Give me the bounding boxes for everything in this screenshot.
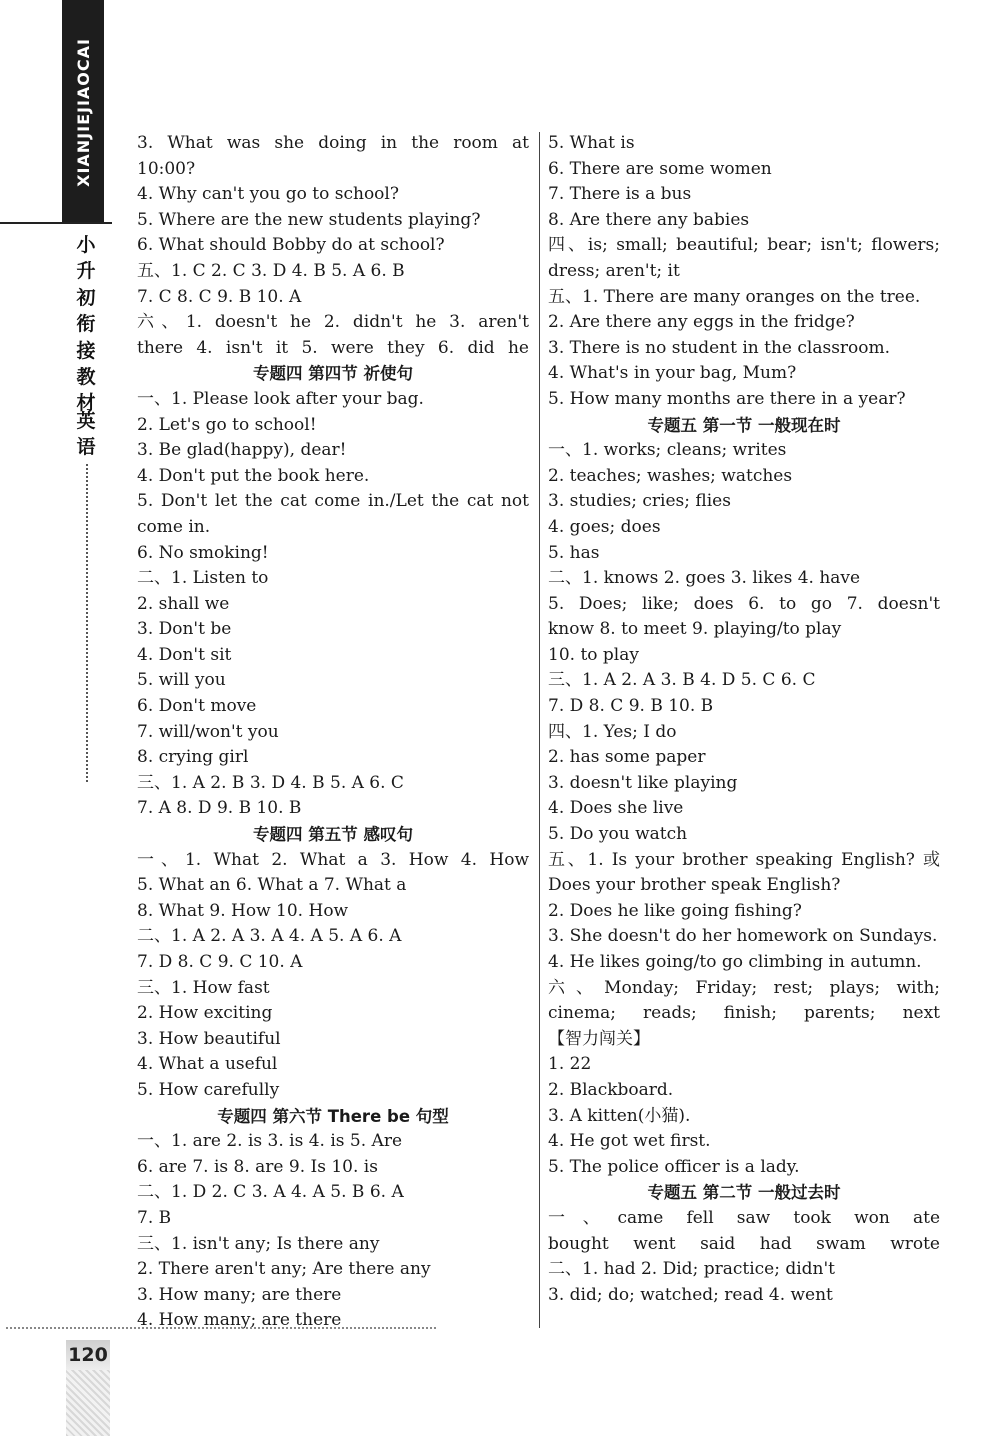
answer-line: know 8. to meet 9. playing/to play: [548, 619, 842, 640]
answer-column-left: [137, 131, 529, 1334]
answer-line: 2. How exciting: [137, 1003, 273, 1024]
answer-line: 5. Do you watch: [548, 824, 688, 845]
section-heading: 专题四 第六节 There be 句型: [217, 1106, 449, 1126]
answer-line: 3. How many; are there: [137, 1284, 342, 1305]
side-dotted-line: [86, 464, 88, 782]
answer-line: 二、1. D 2. C 3. A 4. A 5. B 6. A: [137, 1182, 404, 1203]
answer-line: 4. Why can't you go to school?: [137, 184, 399, 205]
subject-char: 英: [76, 410, 96, 432]
answer-line: 7. C 8. C 9. B 10. A: [137, 286, 302, 307]
answer-line: 一、1. Please look after your bag.: [137, 388, 424, 409]
side-rule: [0, 222, 112, 224]
answer-line: 3. Don't be: [137, 619, 232, 640]
answer-line: 3. What was she doing in the room at: [137, 133, 529, 153]
answer-line: 3. A kitten(小猫).: [548, 1105, 691, 1126]
answer-line: 一、1. works; cleans; writes: [548, 440, 787, 461]
section-heading: 专题四 第四节 祈使句: [253, 364, 413, 384]
answer-line: there 4. isn't it 5. were they 6. did he: [137, 337, 529, 358]
answer-line: 4. He likes going/to go climbing in autumn.: [548, 952, 922, 972]
answer-line: 3. did; do; watched; read 4. went: [548, 1284, 833, 1305]
series-title-char: 接: [76, 339, 96, 362]
answer-line: 4. He got wet first.: [548, 1131, 711, 1152]
subject-label: [72, 408, 100, 460]
answer-line: 3. studies; cries; flies: [548, 491, 731, 512]
answer-line: 三、1. A 2. B 3. D 4. B 5. A 6. C: [137, 772, 404, 793]
answer-line: 1. 22: [548, 1054, 592, 1075]
section-heading: 专题四 第五节 感叹句: [253, 825, 413, 845]
answer-line: cinema; reads; finish; parents; next: [548, 1003, 940, 1024]
answer-line: 2. shall we: [137, 593, 230, 614]
answer-line: 6. No smoking!: [137, 542, 269, 563]
answer-line: 5. How many months are there in a year?: [548, 388, 906, 409]
answer-line: 5. Where are the new students playing?: [137, 209, 481, 230]
answer-line: 五、1. Is your brother speaking English? 或: [548, 849, 940, 870]
answer-line: 3. doesn't like playing: [548, 772, 738, 793]
series-title: [72, 232, 100, 417]
answer-line: 8. crying girl: [137, 747, 249, 768]
answer-line: 6. What should Bobby do at school?: [137, 235, 445, 256]
answer-line: 10:00?: [137, 158, 196, 179]
answer-line: 六、1. doesn't he 2. didn't he 3. aren't: [137, 312, 529, 333]
answer-line: 3. How beautiful: [137, 1028, 281, 1049]
series-title-char: 升: [76, 260, 96, 283]
answer-line: 4. How many; are there: [137, 1310, 342, 1331]
footer-dotted-line: [6, 1327, 436, 1329]
answer-line: 7. D 8. C 9. B 10. B: [548, 696, 714, 717]
answer-line: 4. What a useful: [137, 1054, 278, 1075]
answer-line: 5. Don't let the cat come in./Let the cat not: [137, 491, 529, 512]
answer-line: 三、1. A 2. A 3. B 4. D 5. C 6. C: [548, 670, 816, 691]
answer-line: 7. B: [137, 1207, 172, 1228]
answer-line: 2. has some paper: [548, 747, 706, 768]
answer-line: 7. D 8. C 9. C 10. A: [137, 952, 303, 972]
answer-line: 7. will/won't you: [137, 721, 279, 742]
answer-line: 10. to play: [548, 644, 639, 665]
answer-line: 3. There is no student in the classroom.: [548, 337, 891, 358]
answer-line: 四、1. Yes; I do: [548, 721, 677, 742]
section-heading: 专题五 第一节 一般现在时: [647, 415, 841, 435]
series-title-char: 初: [76, 286, 96, 309]
answer-line: 二、1. A 2. A 3. A 4. A 5. A 6. A: [137, 926, 402, 947]
answer-line: 五、1. There are many oranges on the tree.: [548, 286, 921, 307]
answer-line: 一、1. What 2. What a 3. How 4. How: [137, 849, 529, 870]
answer-line: 4. Don't put the book here.: [137, 465, 370, 486]
answer-line: 7. A 8. D 9. B 10. B: [137, 798, 302, 819]
answer-line: 4. What's in your bag, Mum?: [548, 363, 797, 384]
answer-line: 4. Does she live: [548, 798, 684, 819]
answer-line: 2. Are there any eggs in the fridge?: [548, 312, 855, 333]
answer-line: 五、1. C 2. C 3. D 4. B 5. A 6. B: [137, 260, 405, 281]
answer-line: 二、1. knows 2. goes 3. likes 4. have: [548, 568, 861, 589]
answer-line: 6. There are some women: [548, 158, 772, 179]
answer-line: 一、1. are 2. is 3. is 4. is 5. Are: [137, 1131, 403, 1152]
answer-line: 2. Let's go to school!: [137, 414, 317, 435]
answer-line: come in.: [137, 516, 211, 537]
answer-line: 2. Does he like going fishing?: [548, 900, 802, 921]
answer-line: 5. The police officer is a lady.: [548, 1156, 800, 1177]
series-title-char: 衔: [76, 313, 96, 336]
series-title-char: 教: [76, 366, 96, 389]
answer-line: 3. She doesn't do her homework on Sundays.: [548, 926, 938, 947]
section-heading: 专题五 第二节 一般过去时: [647, 1183, 841, 1203]
answer-line: 7. There is a bus: [548, 184, 692, 205]
answer-line: 8. Are there any babies: [548, 209, 750, 230]
answer-line: 8. What 9. How 10. How: [137, 900, 349, 921]
answer-line: 6. are 7. is 8. are 9. Is 10. is: [137, 1156, 378, 1177]
answer-column-right: [548, 131, 940, 1308]
answer-line: 5. Does; like; does 6. to go 7. doesn't: [548, 593, 940, 614]
series-title-char: 小: [76, 234, 96, 256]
answer-line: dress; aren't; it: [548, 260, 680, 281]
answer-line: 4. Don't sit: [137, 644, 232, 665]
answer-line: 5. has: [548, 542, 600, 563]
answer-line: 【智力闯关】: [548, 1028, 650, 1049]
answer-line: Does your brother speak English?: [548, 875, 841, 896]
answer-line: 2. teaches; washes; watches: [548, 465, 793, 486]
answer-line: 6. Don't move: [137, 696, 257, 717]
answer-line: 5. What an 6. What a 7. What a: [137, 875, 407, 896]
answer-line: 四、is; small; beautiful; bear; isn't; flowers;: [548, 235, 940, 256]
answer-line: 2. Blackboard.: [548, 1079, 674, 1100]
answer-line: 5. will you: [137, 670, 226, 691]
page-number: 120: [66, 1340, 110, 1370]
answer-line: 三、1. How fast: [137, 977, 270, 998]
answer-line: 二、1. had 2. Did; practice; didn't: [548, 1259, 835, 1280]
answer-line: 5. How carefully: [137, 1079, 280, 1100]
answer-line: 2. There aren't any; Are there any: [137, 1259, 431, 1280]
answer-line: 六、Monday; Friday; rest; plays; with;: [548, 977, 940, 998]
answer-line: 5. What is: [548, 133, 635, 153]
answer-line: bought went said had swam wrote: [548, 1233, 940, 1254]
answer-line: 三、1. isn't any; Is there any: [137, 1233, 380, 1254]
column-divider: [539, 132, 540, 1328]
page-number-decoration: [66, 1370, 110, 1436]
series-pinyin-label: XIANJIEJIAOCAI: [73, 37, 93, 187]
series-title-char: 材: [76, 392, 96, 415]
answer-line: 4. goes; does: [548, 516, 661, 537]
answer-line: 二、1. Listen to: [137, 568, 269, 589]
answer-line: 3. Be glad(happy), dear!: [137, 440, 347, 461]
answer-line: 一、came fell saw took won ate: [548, 1207, 940, 1228]
subject-char: 语: [76, 436, 96, 458]
